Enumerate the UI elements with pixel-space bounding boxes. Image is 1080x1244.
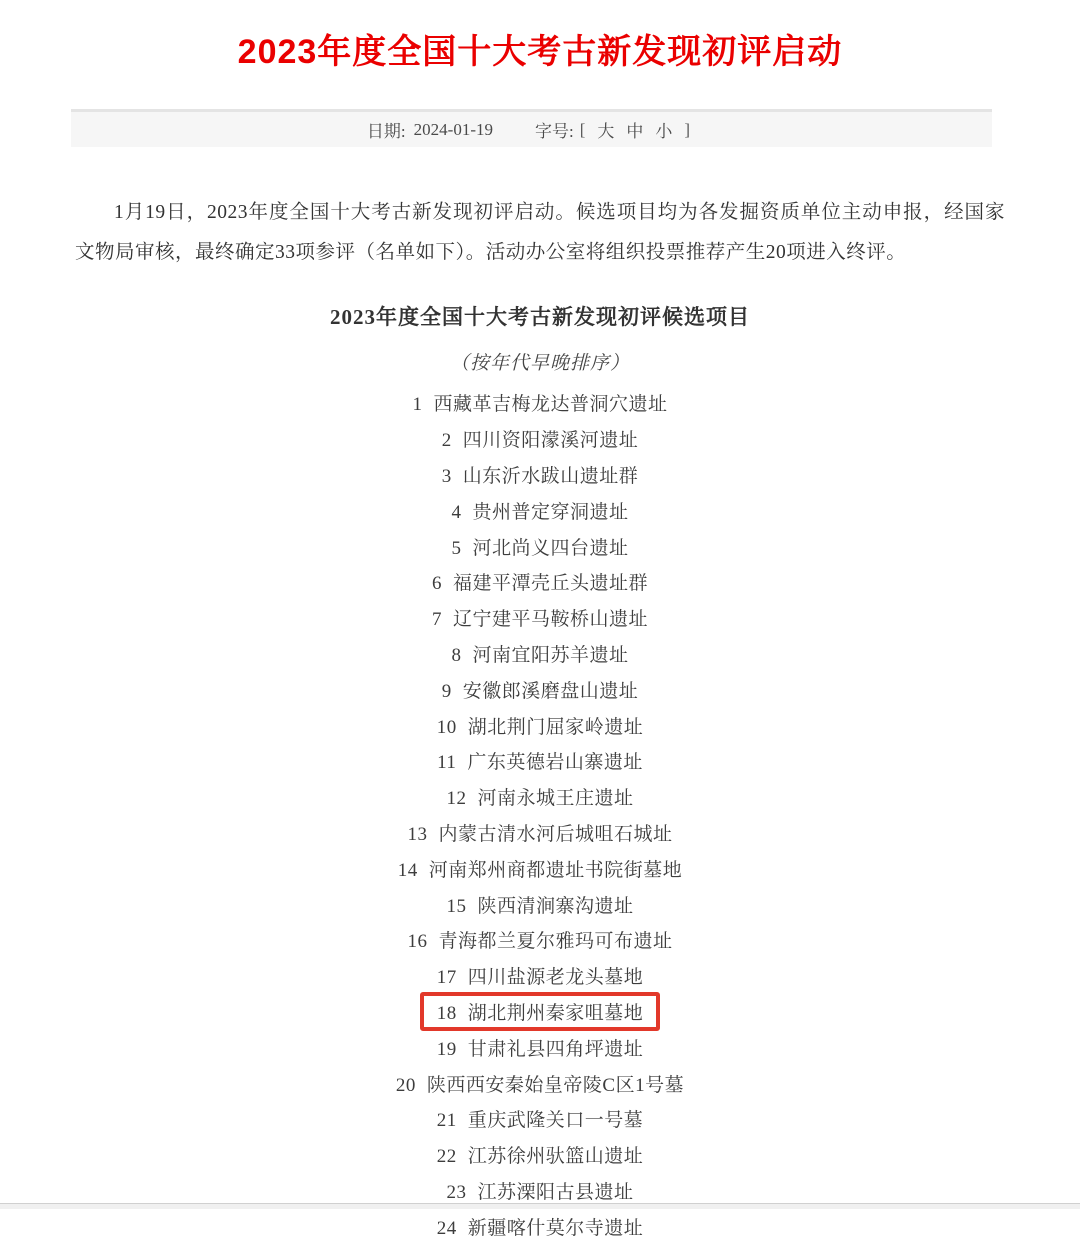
list-item <box>0 528 1080 564</box>
list-item-number: 17 <box>436 967 457 989</box>
date-label: 日期: <box>366 122 406 141</box>
list-item-name: 四川盐源老龙头墓地 <box>467 967 644 989</box>
list-item <box>0 1029 1080 1065</box>
bracket-close: ] <box>684 119 691 139</box>
list-item-content <box>407 926 672 953</box>
list-item <box>0 707 1080 743</box>
list-item <box>0 600 1080 636</box>
list-item-number: 10 <box>436 716 457 738</box>
list-item-content <box>446 891 633 918</box>
list-item-name: 内蒙古清水河后城咀石城址 <box>438 823 673 845</box>
list-item-number: 18 <box>436 1002 457 1024</box>
list-item-number: 14 <box>397 859 418 881</box>
fontsize-medium-button[interactable]: 中 <box>626 122 644 141</box>
list-item-number: 20 <box>395 1074 416 1096</box>
highlight-box <box>420 992 661 1031</box>
list-item-name: 湖北荆门屈家岭遗址 <box>467 716 644 738</box>
list-item-number: 12 <box>446 788 467 810</box>
list-item-name: 江苏溧阳古县遗址 <box>477 1181 634 1203</box>
list-item-content <box>446 1177 633 1204</box>
list-item-name: 四川资阳濛溪河遗址 <box>462 430 639 452</box>
list-item-number: 11 <box>437 752 457 774</box>
list-item-content <box>437 1213 644 1240</box>
list-item-content <box>412 389 667 416</box>
list-item-name: 山东沂水跋山遗址群 <box>462 465 639 487</box>
list-item-name: 陕西清涧寨沟遗址 <box>477 895 634 917</box>
list-item <box>0 815 1080 851</box>
list-item-name: 西藏革吉梅龙达普洞穴遗址 <box>433 394 668 416</box>
list-item-name: 河北尚义四台遗址 <box>472 537 629 559</box>
list-item-number: 22 <box>436 1146 457 1168</box>
list-item-name: 贵州普定穿洞遗址 <box>472 501 629 523</box>
list-item-name: 新疆喀什莫尔寺遗址 <box>467 1217 644 1239</box>
list-item-content <box>451 533 628 560</box>
list-item <box>0 1208 1080 1244</box>
list-heading: 2023年度全国十大考古新发现初评候选项目 <box>330 305 750 329</box>
bracket-open: [ <box>579 119 586 139</box>
list-item-name: 陕西西安秦始皇帝陵C区1号墓 <box>426 1074 685 1096</box>
list-item-number: 7 <box>431 609 442 631</box>
list-item-name: 河南永城王庄遗址 <box>477 788 634 810</box>
list-item-name: 安徽郎溪磨盘山遗址 <box>462 680 639 702</box>
list-item-number: 15 <box>446 895 467 917</box>
page-title: 2023年度全国十大考古新发现初评启动 <box>237 33 843 71</box>
list-item-number: 9 <box>441 680 452 702</box>
meta-bar <box>71 109 992 147</box>
list-item <box>0 958 1080 994</box>
list-item <box>0 1101 1080 1137</box>
list-item <box>0 886 1080 922</box>
list-item-name: 湖北荆州秦家咀墓地 <box>467 1002 644 1024</box>
list-item <box>0 421 1080 457</box>
list-item-content <box>398 855 683 882</box>
list-item-content <box>407 819 672 846</box>
list-item <box>0 564 1080 600</box>
list-item-content <box>437 712 644 739</box>
candidate-list <box>0 385 1080 1244</box>
list-item-number: 16 <box>407 931 428 953</box>
list-item-name: 重庆武隆关口一号墓 <box>467 1110 644 1132</box>
list-subheading: （按年代早晚排序） <box>449 353 630 374</box>
list-item <box>0 671 1080 707</box>
list-item-content <box>437 1141 644 1168</box>
list-item <box>0 994 1080 1030</box>
fontsize-large-button[interactable]: 大 <box>597 122 615 141</box>
list-item <box>0 457 1080 493</box>
list-item-content <box>446 783 633 810</box>
list-item-content <box>451 640 628 667</box>
list-item-content <box>437 747 643 774</box>
list-item-number: 21 <box>436 1110 457 1132</box>
list-item <box>0 385 1080 421</box>
list-item <box>0 743 1080 779</box>
list-item-name: 河南郑州商都遗址书院街墓地 <box>428 859 683 881</box>
list-item <box>0 922 1080 958</box>
list-item <box>0 779 1080 815</box>
list-item-name: 青海都兰夏尔雅玛可布遗址 <box>438 931 673 953</box>
list-item-content <box>442 425 639 452</box>
list-item-content <box>437 1034 644 1061</box>
list-item-number: 24 <box>436 1217 457 1239</box>
list-item-number: 2 <box>441 430 452 452</box>
list-item-content <box>396 1070 684 1097</box>
list-item-content <box>442 676 639 703</box>
list-item-name: 广东英德岩山寨遗址 <box>467 752 643 774</box>
list-item <box>0 636 1080 672</box>
list-item <box>0 1065 1080 1101</box>
list-item-content <box>437 962 644 989</box>
list-item-name: 福建平潭壳丘头遗址群 <box>452 573 648 595</box>
list-item-name: 辽宁建平马鞍桥山遗址 <box>452 609 648 631</box>
list-item-number: 6 <box>431 573 442 595</box>
list-item-name: 河南宜阳苏羊遗址 <box>472 644 629 666</box>
date-value: 2024-01-19 <box>413 119 493 139</box>
list-item-number: 5 <box>451 537 462 559</box>
list-item <box>0 492 1080 528</box>
list-item-number: 19 <box>436 1038 457 1060</box>
intro-paragraph: 1月19日，2023年度全国十大考古新发现初评启动。候选项目均为各发掘资质单位主动申报，经国家文物局审核，最终确定33项参评（名单如下）。活动办公室将组织投票推荐产生20项进入终评。 <box>75 202 1005 263</box>
list-item-number: 1 <box>412 394 423 416</box>
list-item-number: 4 <box>451 501 462 523</box>
list-item-content <box>432 568 648 595</box>
list-item <box>0 850 1080 886</box>
list-item-content <box>437 1105 644 1132</box>
list-item-number: 23 <box>446 1181 467 1203</box>
list-item-content <box>432 604 648 631</box>
list-item-number: 3 <box>441 465 452 487</box>
list-item-name: 江苏徐州驮篮山遗址 <box>467 1146 644 1168</box>
list-item-content <box>442 461 639 488</box>
list-item <box>0 1137 1080 1173</box>
fontsize-label: 字号: <box>534 122 574 141</box>
list-item-content <box>451 497 628 524</box>
list-item-number: 13 <box>407 823 428 845</box>
list-item-name: 甘肃礼县四角坪遗址 <box>467 1038 644 1060</box>
fontsize-small-button[interactable]: 小 <box>655 122 673 141</box>
footer-strip <box>0 1203 1080 1209</box>
list-item-number: 8 <box>451 644 462 666</box>
